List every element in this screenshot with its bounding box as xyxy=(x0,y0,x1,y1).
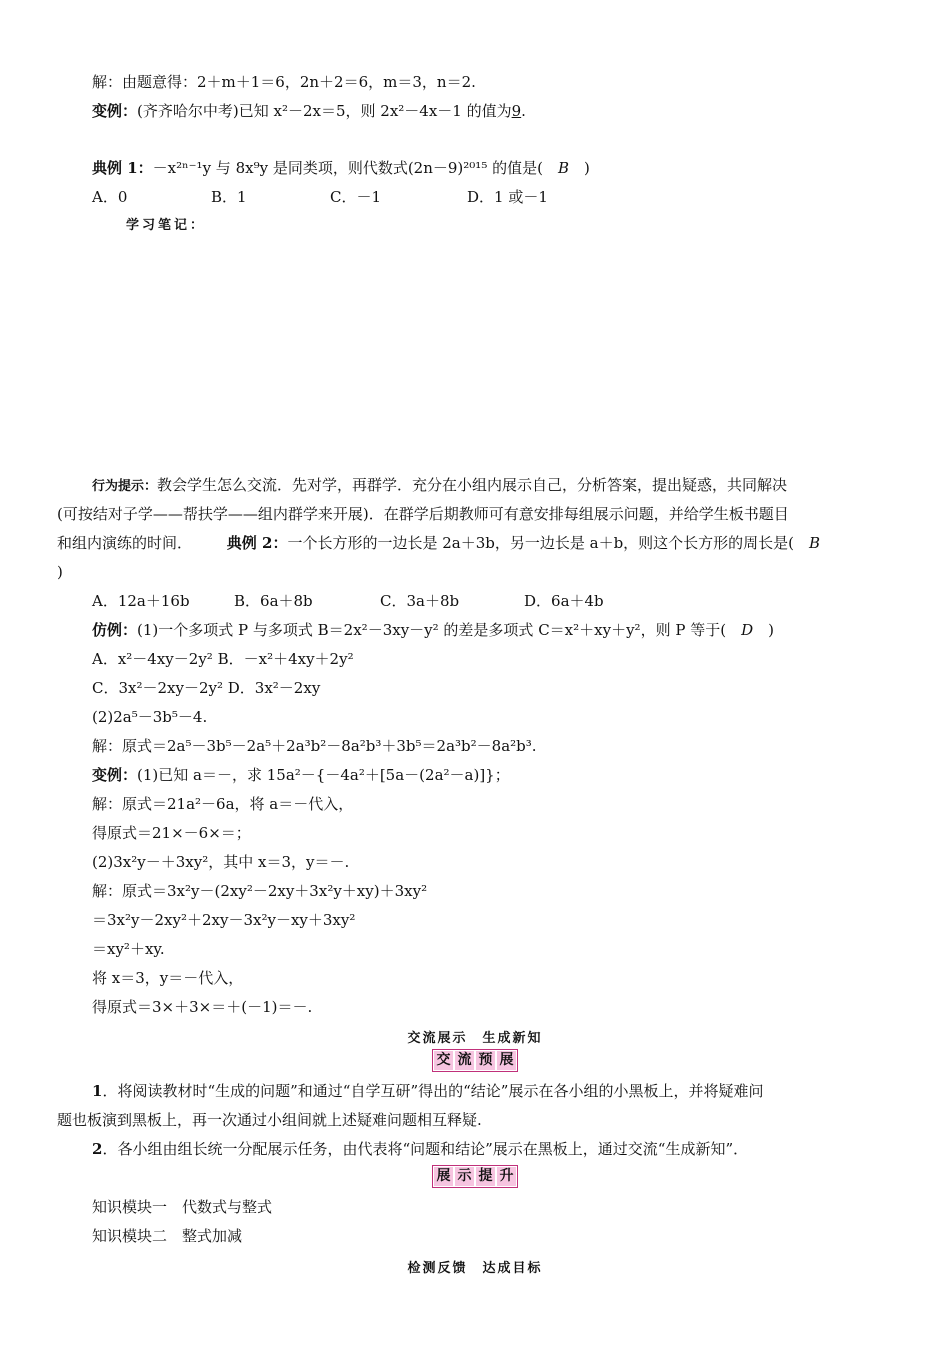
boxed-char: 提 xyxy=(476,1167,495,1186)
hint-tail: 和组内演练的时间． xyxy=(57,534,193,552)
knowledge-module-2: 知识模块二 整式加减 xyxy=(92,1227,243,1245)
example1-close: ) xyxy=(569,159,590,177)
variant-answer: 9 xyxy=(511,102,522,120)
option-c: C．－1 xyxy=(330,188,382,206)
boxed-char: 展 xyxy=(497,1051,516,1070)
variant2-part2-sol-5: 得原式＝3×＋3×＝＋(－1)＝－. xyxy=(92,998,313,1016)
example2-label: 典例 2： xyxy=(226,534,288,552)
item-1-number: 1 xyxy=(92,1082,103,1100)
variant-line xyxy=(92,101,526,121)
hint-text: 教会学生怎么交流．先对学，再群学．充分在小组内展示自己，分析答案，提出疑惑，共同解决 xyxy=(157,476,788,494)
option-b: B．1 xyxy=(211,188,247,206)
boxed-char: 预 xyxy=(476,1051,495,1070)
imitate-line xyxy=(92,620,774,640)
ex2-option-b: B．6a＋8b xyxy=(234,592,313,610)
variant2-part2: (2)3x²y－＋3xy²，其中 x＝3，y＝－. xyxy=(92,853,350,871)
section-heading-feedback: 检测反馈 达成目标 xyxy=(407,1261,543,1276)
variant2-part2-sol-1: 解：原式＝3x²y－(2xy²－2xy＋3x²y＋xy)＋3xy² xyxy=(92,882,428,900)
item-1-line-1 xyxy=(92,1081,763,1101)
variant2-part2-sol-4: 将 x＝3，y＝－代入， xyxy=(92,969,244,987)
variant2-solution-1: 解：原式＝21a²－6a，将 a＝－代入， xyxy=(92,795,354,813)
example2-close: ) xyxy=(57,563,63,581)
boxed-char: 升 xyxy=(497,1167,516,1186)
imitate-solution: 解：原式＝2a⁵－3b⁵－2a⁵＋2a³b²－8a²b³＋3b⁵＝2a³b²－8a²b³. xyxy=(92,737,537,755)
boxed-char: 流 xyxy=(455,1051,474,1070)
imitate-answer: D xyxy=(741,621,754,639)
variant2-part2-sol-3: ＝xy²＋xy. xyxy=(92,940,165,958)
boxed-char: 展 xyxy=(434,1167,453,1186)
variant-label: 变例： xyxy=(92,102,138,120)
ex2-option-c: C．3a＋8b xyxy=(380,592,460,610)
option-a: A．0 xyxy=(92,188,128,206)
boxed-char: 示 xyxy=(455,1167,474,1186)
study-notes-label: 学习笔记： xyxy=(126,218,207,233)
variant2-part2-sol-2: ＝3x²y－2xy²＋2xy－3x²y－xy＋3xy² xyxy=(92,911,356,929)
imitate-text: (1)一个多项式 P 与多项式 B＝2x²－3xy－y² 的差是多项式 C＝x²＋xy＋y²，则 P 等于( xyxy=(137,621,742,639)
option-d: D．1 或－1 xyxy=(467,188,548,206)
item-1-line-2: 题也板演到黑板上，再一次通过小组间就上述疑难问题相互释疑. xyxy=(57,1111,482,1129)
example2-answer: B xyxy=(809,534,821,552)
hint-line-3 xyxy=(57,533,820,553)
item-2-number: 2 xyxy=(92,1140,103,1158)
example2-text: 一个长方形的一边长是 2a＋3b，另一边长是 a＋b，则这个长方形的周长是( xyxy=(287,534,810,552)
hint-line-1 xyxy=(92,475,787,497)
boxed-title-display xyxy=(0,1165,950,1188)
imitate-close: ) xyxy=(753,621,774,639)
imitate-label: 仿例： xyxy=(92,621,138,639)
item-1-text: ．将阅读教材时“生成的问题”和通过“自学互研”得出的“结论”展示在各小组的小黑板上，并将疑难问 xyxy=(102,1082,764,1100)
boxed-char: 交 xyxy=(434,1051,453,1070)
example1-line xyxy=(92,158,590,178)
ex2-option-d: D．6a＋4b xyxy=(524,592,604,610)
hint-line-2: (可按结对子学——帮扶学——组内群学来开展)．在群学后期教师可有意安排每组展示问题，并给学生板书题目 xyxy=(57,505,789,523)
imitate-part2: (2)2a⁵－3b⁵－4. xyxy=(92,708,208,726)
ex2-option-a: A．12a＋16b xyxy=(92,592,190,610)
boxed-title-frame xyxy=(432,1165,518,1188)
imitate-options-cd: C．3x²－2xy－2y² D．3x²－2xy xyxy=(92,679,321,697)
item-2-line xyxy=(92,1139,748,1159)
variant2-solution-2: 得原式＝21×－6×＝； xyxy=(92,824,251,842)
variant2-text: (1)已知 a＝－，求 15a²－{－4a²＋[5a－(2a²－a)]}； xyxy=(137,766,510,784)
item-2-text: ．各小组由组长统一分配展示任务，由代表将“问题和结论”展示在黑板上，通过交流“生成新知”． xyxy=(102,1140,749,1158)
example1-answer: B xyxy=(557,159,569,177)
variant2-label: 变例： xyxy=(92,766,138,784)
boxed-title-frame xyxy=(432,1049,518,1072)
solution-line: 解：由题意得：2＋m＋1＝6，2n＋2＝6，m＝3，n＝2. xyxy=(92,73,476,91)
variant-period: . xyxy=(521,102,526,120)
imitate-options-ab: A．x²－4xy－2y² B．－x²＋4xy＋2y² xyxy=(92,650,354,668)
example1-label: 典例 1： xyxy=(92,159,153,177)
section-heading-exchange: 交流展示 生成新知 xyxy=(407,1031,543,1046)
boxed-title-preview xyxy=(0,1049,950,1072)
variant2-line xyxy=(92,765,510,785)
hint-label: 行为提示： xyxy=(92,479,158,494)
example1-text: －x²ⁿ⁻¹y 与 8x⁹y 是同类项，则代数式(2n－9)²⁰¹⁵ 的值是( xyxy=(152,159,558,177)
knowledge-module-1: 知识模块一 代数式与整式 xyxy=(92,1198,273,1216)
variant-text: (齐齐哈尔中考)已知 x²－2x＝5，则 2x²－4x－1 的值为 xyxy=(137,102,512,120)
